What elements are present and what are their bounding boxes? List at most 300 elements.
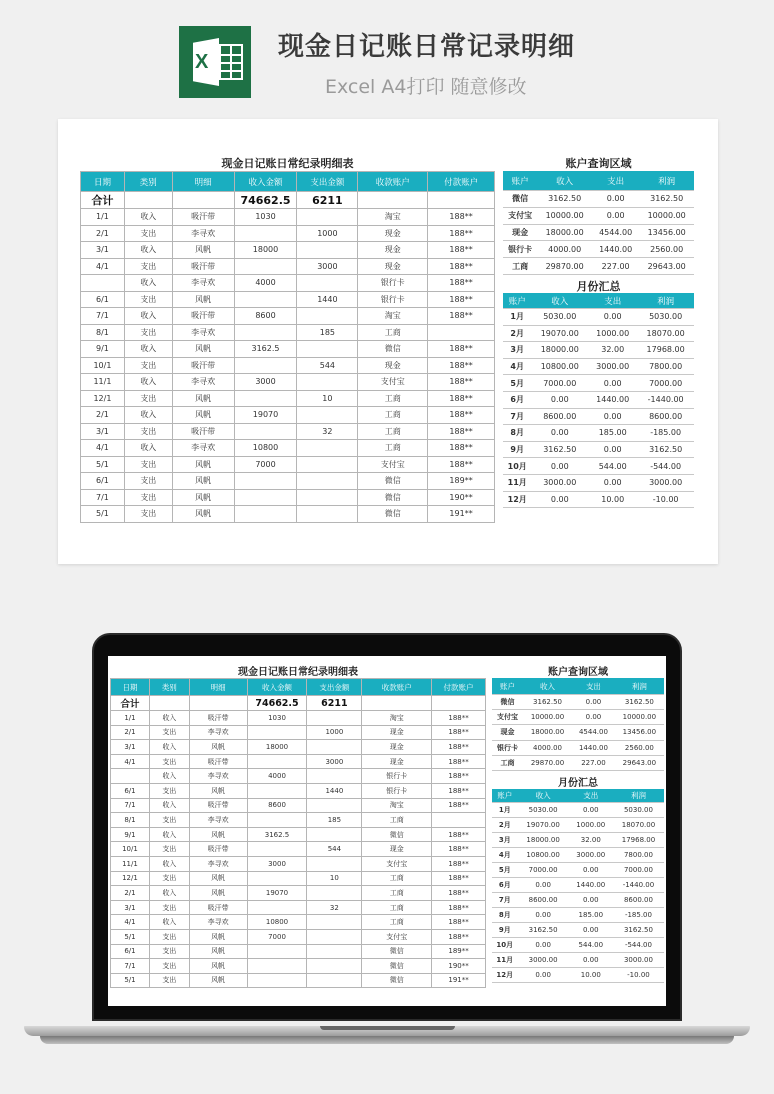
table-cell[interactable]: 淘宝 (358, 308, 428, 325)
table-cell[interactable]: 现金 (362, 740, 432, 755)
table-cell[interactable] (247, 959, 307, 974)
table-cell[interactable]: 收入 (124, 341, 172, 358)
table-cell[interactable]: 3/1 (81, 242, 125, 259)
table-cell[interactable]: 18000 (247, 740, 307, 755)
table-row (81, 242, 495, 259)
table-cell[interactable]: 风帆 (189, 959, 247, 974)
table-cell[interactable]: 吸汗带 (172, 308, 234, 325)
table-cell[interactable]: 3/1 (111, 740, 150, 755)
table-cell[interactable] (234, 258, 297, 275)
table-cell[interactable]: 188** (432, 827, 486, 842)
table-cell[interactable]: 2/1 (81, 407, 125, 424)
table-cell[interactable]: 188** (428, 456, 495, 473)
monthly-table (503, 293, 694, 508)
table-cell[interactable]: 李寻欢 (189, 915, 247, 930)
table-cell[interactable] (81, 275, 125, 292)
table-cell[interactable]: 吸汗带 (189, 711, 247, 726)
table-cell[interactable]: 现金 (362, 842, 432, 857)
table-cell[interactable] (307, 769, 362, 784)
table-cell[interactable] (234, 423, 297, 440)
table-cell[interactable] (297, 407, 358, 424)
table-row (111, 798, 486, 813)
table-cell[interactable]: 188** (428, 308, 495, 325)
table-cell[interactable] (234, 489, 297, 506)
table-cell[interactable]: 风帆 (189, 886, 247, 901)
table-cell[interactable]: 李寻欢 (172, 324, 234, 341)
table-cell[interactable]: 10/1 (111, 842, 150, 857)
table-cell[interactable]: 支付宝 (358, 374, 428, 391)
table-cell[interactable]: 188** (432, 783, 486, 798)
table-cell[interactable]: 银行卡 (358, 275, 428, 292)
table-cell[interactable]: 支出 (149, 959, 189, 974)
table-cell[interactable]: 现金 (358, 357, 428, 374)
table-cell[interactable]: 2/1 (111, 886, 150, 901)
table-cell[interactable]: 7000 (234, 456, 297, 473)
table-cell[interactable] (297, 440, 358, 457)
table-cell[interactable] (297, 456, 358, 473)
table-cell[interactable]: 吸汗带 (172, 258, 234, 275)
table-cell[interactable]: 185 (297, 324, 358, 341)
table-cell: 3162.50 (615, 695, 664, 710)
table-cell[interactable]: 工商 (358, 407, 428, 424)
table-row (81, 209, 495, 226)
table-cell[interactable]: 支出 (124, 258, 172, 275)
table-cell[interactable]: 188** (432, 754, 486, 769)
table-cell[interactable]: 收入 (149, 886, 189, 901)
table-cell[interactable]: 支出 (124, 291, 172, 308)
table-cell[interactable]: 188** (428, 209, 495, 226)
table-cell[interactable] (297, 489, 358, 506)
table-cell[interactable]: 188** (432, 856, 486, 871)
table-cell[interactable] (307, 973, 362, 988)
table-cell[interactable]: 收入 (124, 440, 172, 457)
table-cell[interactable]: 1030 (247, 711, 307, 726)
table-cell[interactable]: 188** (428, 258, 495, 275)
table-cell[interactable]: 188** (428, 225, 495, 242)
table-cell[interactable]: 3000 (307, 754, 362, 769)
table-cell[interactable]: 32 (307, 900, 362, 915)
table-cell[interactable]: 风帆 (172, 242, 234, 259)
table-cell[interactable]: 支出 (124, 506, 172, 523)
table-cell[interactable] (234, 473, 297, 490)
table-cell[interactable]: 188** (428, 242, 495, 259)
table-cell[interactable] (234, 390, 297, 407)
table-cell[interactable] (432, 813, 486, 828)
table-cell[interactable]: 4/1 (111, 754, 150, 769)
table-cell[interactable]: 李寻欢 (172, 275, 234, 292)
table-cell[interactable]: 1440 (297, 291, 358, 308)
table-cell[interactable]: 收入 (124, 407, 172, 424)
table-cell[interactable] (307, 886, 362, 901)
table-cell[interactable]: 支出 (149, 871, 189, 886)
table-cell[interactable]: 收入 (149, 711, 189, 726)
table-cell[interactable]: 支付宝 (362, 929, 432, 944)
table-cell[interactable]: 收入 (149, 915, 189, 930)
table-cell[interactable]: 微信 (362, 944, 432, 959)
table-cell[interactable] (247, 725, 307, 740)
table-cell[interactable]: 支出 (124, 473, 172, 490)
table-cell[interactable]: 188** (432, 798, 486, 813)
table-cell[interactable]: 188** (428, 423, 495, 440)
column-header: 收入金额 (234, 172, 297, 192)
table-cell[interactable]: 5/1 (81, 456, 125, 473)
table-cell[interactable] (234, 225, 297, 242)
table-cell[interactable]: 支出 (149, 842, 189, 857)
table-cell[interactable]: 7000 (247, 929, 307, 944)
table-cell[interactable]: 12/1 (111, 871, 150, 886)
table-cell[interactable]: 1030 (234, 209, 297, 226)
table-cell[interactable]: 10800 (234, 440, 297, 457)
table-cell[interactable]: 188** (428, 357, 495, 374)
table-cell[interactable] (297, 209, 358, 226)
table-cell[interactable]: 188** (428, 291, 495, 308)
table-cell: 3月 (503, 342, 531, 359)
table-cell[interactable] (307, 798, 362, 813)
table-cell[interactable]: 8/1 (111, 813, 150, 828)
table-cell[interactable]: 银行卡 (362, 783, 432, 798)
table-cell[interactable] (307, 740, 362, 755)
table-cell[interactable]: 6/1 (111, 944, 150, 959)
table-cell: 0.00 (569, 893, 613, 908)
table-cell[interactable]: 风帆 (189, 929, 247, 944)
table-cell[interactable]: 风帆 (189, 827, 247, 842)
table-cell[interactable] (297, 275, 358, 292)
table-cell[interactable]: 188** (432, 711, 486, 726)
table-cell[interactable] (247, 900, 307, 915)
table-cell[interactable] (111, 769, 150, 784)
table-cell[interactable]: 190** (432, 959, 486, 974)
table-cell[interactable]: 1440 (307, 783, 362, 798)
table-cell[interactable] (307, 827, 362, 842)
table-cell[interactable]: 工商 (358, 324, 428, 341)
table-cell[interactable]: 工商 (362, 886, 432, 901)
table-cell[interactable]: 支出 (124, 456, 172, 473)
table-cell[interactable] (297, 374, 358, 391)
table-cell[interactable] (247, 871, 307, 886)
table-cell[interactable]: 188** (432, 740, 486, 755)
table-cell[interactable]: 风帆 (172, 390, 234, 407)
table-cell[interactable]: 191** (428, 506, 495, 523)
table-cell: 19070.00 (518, 818, 569, 833)
table-cell[interactable]: 李寻欢 (189, 813, 247, 828)
table-cell: 10.00 (569, 968, 613, 983)
table-cell[interactable]: 李寻欢 (189, 725, 247, 740)
table-cell[interactable] (247, 813, 307, 828)
table-cell[interactable]: 风帆 (189, 944, 247, 959)
table-cell[interactable]: 吸汗带 (172, 357, 234, 374)
table-cell[interactable]: 188** (428, 440, 495, 457)
table-cell[interactable]: 1000 (307, 725, 362, 740)
table-row (111, 754, 486, 769)
table-cell[interactable]: 支出 (149, 944, 189, 959)
table-cell: 17968.00 (637, 342, 694, 359)
table-cell[interactable]: 1000 (297, 225, 358, 242)
table-cell[interactable]: 2/1 (111, 725, 150, 740)
table-cell[interactable]: 189** (432, 944, 486, 959)
table-cell[interactable]: 3/1 (81, 423, 125, 440)
table-cell[interactable]: 现金 (358, 225, 428, 242)
table-cell[interactable]: 32 (297, 423, 358, 440)
table-cell[interactable]: 3000 (297, 258, 358, 275)
table-cell[interactable] (247, 754, 307, 769)
table-cell[interactable]: 现金 (358, 258, 428, 275)
table-cell[interactable] (307, 711, 362, 726)
table-cell[interactable]: 工商 (362, 900, 432, 915)
table-cell[interactable]: 189** (428, 473, 495, 490)
table-cell[interactable]: 吸汗带 (189, 754, 247, 769)
column-header: 支出 (569, 789, 613, 803)
table-cell[interactable]: 185 (307, 813, 362, 828)
table-cell[interactable]: 19070 (234, 407, 297, 424)
table-cell[interactable]: 风帆 (189, 871, 247, 886)
table-cell[interactable]: 吸汗带 (189, 842, 247, 857)
table-cell[interactable]: 188** (432, 915, 486, 930)
table-cell[interactable]: 19070 (247, 886, 307, 901)
table-cell[interactable]: 支出 (124, 225, 172, 242)
table-cell: 0.00 (588, 408, 637, 425)
table-cell[interactable]: 1/1 (81, 209, 125, 226)
table-cell[interactable]: 风帆 (189, 973, 247, 988)
table-cell[interactable]: 微信 (358, 489, 428, 506)
table-cell[interactable]: 李寻欢 (172, 374, 234, 391)
table-cell[interactable]: 188** (428, 341, 495, 358)
table-cell[interactable]: 188** (428, 275, 495, 292)
table-cell: -544.00 (637, 458, 694, 475)
table-cell[interactable]: 8600 (247, 798, 307, 813)
column-header: 支出 (572, 678, 615, 695)
table-cell[interactable]: 李寻欢 (189, 769, 247, 784)
table-cell[interactable]: 支出 (124, 357, 172, 374)
table-cell[interactable]: 吸汗带 (172, 209, 234, 226)
table-cell[interactable]: 6/1 (81, 291, 125, 308)
table-cell[interactable]: 11/1 (81, 374, 125, 391)
month-row (503, 391, 694, 408)
table-cell[interactable] (297, 242, 358, 259)
table-cell[interactable]: 李寻欢 (172, 225, 234, 242)
table-cell[interactable]: 吸汗带 (172, 423, 234, 440)
table-cell[interactable]: 11/1 (111, 856, 150, 871)
table-cell[interactable] (307, 915, 362, 930)
table-cell[interactable]: 微信 (358, 473, 428, 490)
table-cell[interactable]: 吸汗带 (189, 900, 247, 915)
table-cell[interactable]: 7/1 (81, 489, 125, 506)
table-cell[interactable]: 191** (432, 973, 486, 988)
table-cell[interactable]: 7/1 (111, 798, 150, 813)
table-cell[interactable]: 收入 (149, 740, 189, 755)
table-cell[interactable]: 5/1 (111, 929, 150, 944)
table-row (111, 929, 486, 944)
table-cell[interactable] (247, 944, 307, 959)
table-cell[interactable]: 现金 (358, 242, 428, 259)
table-cell[interactable]: 现金 (362, 754, 432, 769)
table-cell[interactable]: 李寻欢 (172, 440, 234, 457)
table-cell[interactable]: 10800 (247, 915, 307, 930)
table-cell[interactable] (247, 973, 307, 988)
column-header: 付款账户 (432, 679, 486, 696)
table-cell[interactable]: 7/1 (81, 308, 125, 325)
table-cell[interactable]: 188** (432, 886, 486, 901)
table-cell[interactable]: 6/1 (81, 473, 125, 490)
table-cell[interactable] (234, 506, 297, 523)
table-cell[interactable] (297, 341, 358, 358)
table-cell[interactable]: 12/1 (81, 390, 125, 407)
table-cell[interactable]: 收入 (124, 242, 172, 259)
table-cell[interactable]: 风帆 (172, 473, 234, 490)
table-cell[interactable]: 3/1 (111, 900, 150, 915)
table-cell[interactable] (307, 944, 362, 959)
table-cell[interactable]: 5/1 (111, 973, 150, 988)
table-cell: 13456.00 (639, 224, 694, 241)
table-cell[interactable] (297, 473, 358, 490)
table-cell[interactable]: 18000 (234, 242, 297, 259)
table-cell[interactable]: 李寻欢 (189, 856, 247, 871)
table-cell[interactable]: 微信 (362, 973, 432, 988)
table-cell[interactable]: 8/1 (81, 324, 125, 341)
table-cell[interactable]: 风帆 (172, 407, 234, 424)
table-cell[interactable]: 收入 (124, 374, 172, 391)
table-cell[interactable]: 淘宝 (358, 209, 428, 226)
table-cell[interactable]: 10 (297, 390, 358, 407)
table-cell[interactable]: 工商 (362, 813, 432, 828)
table-cell[interactable]: 2/1 (81, 225, 125, 242)
table-cell[interactable]: 收入 (149, 856, 189, 871)
table-cell[interactable]: 544 (307, 842, 362, 857)
table-cell[interactable]: 支出 (149, 754, 189, 769)
table-cell[interactable]: 工商 (358, 390, 428, 407)
table-cell[interactable]: 风帆 (172, 291, 234, 308)
table-cell: 4544.00 (592, 224, 639, 241)
table-cell[interactable]: 4/1 (111, 915, 150, 930)
table-cell[interactable]: 3000 (234, 374, 297, 391)
table-cell: 0.00 (518, 968, 569, 983)
table-cell: 7800.00 (637, 358, 694, 375)
table-cell[interactable]: 5/1 (81, 506, 125, 523)
table-cell[interactable] (307, 959, 362, 974)
table-cell[interactable]: 工商 (362, 871, 432, 886)
table-cell[interactable]: 188** (432, 871, 486, 886)
table-cell[interactable]: 微信 (358, 341, 428, 358)
table-cell[interactable]: 微信 (362, 827, 432, 842)
table-cell[interactable]: 微信 (358, 506, 428, 523)
table-cell: 9月 (492, 923, 518, 938)
table-cell[interactable]: 188** (432, 725, 486, 740)
table-cell[interactable] (234, 324, 297, 341)
table-cell[interactable]: 1/1 (111, 711, 150, 726)
table-cell[interactable]: 支出 (149, 900, 189, 915)
table-cell[interactable]: 支出 (149, 783, 189, 798)
table-cell[interactable]: 4/1 (81, 440, 125, 457)
table-cell[interactable]: 吸汗带 (189, 798, 247, 813)
table-cell[interactable] (297, 308, 358, 325)
table-cell: 5030.00 (613, 803, 664, 818)
table-cell[interactable]: 风帆 (172, 341, 234, 358)
table-cell[interactable]: 微信 (362, 959, 432, 974)
table-cell: 8600.00 (637, 408, 694, 425)
table-cell[interactable]: 6/1 (111, 783, 150, 798)
table-cell[interactable]: 收入 (124, 308, 172, 325)
table-cell[interactable]: 收入 (149, 798, 189, 813)
table-cell[interactable] (234, 357, 297, 374)
table-cell[interactable] (428, 324, 495, 341)
table-cell[interactable]: 银行卡 (358, 291, 428, 308)
table-cell[interactable]: 现金 (362, 725, 432, 740)
table-cell[interactable]: 188** (432, 769, 486, 784)
table-cell[interactable]: 收入 (149, 769, 189, 784)
table-cell[interactable] (234, 291, 297, 308)
table-cell[interactable]: 9/1 (111, 827, 150, 842)
table-cell[interactable]: 10 (307, 871, 362, 886)
table-cell[interactable]: 188** (432, 900, 486, 915)
table-cell[interactable]: 188** (428, 374, 495, 391)
table-cell[interactable]: 3162.5 (234, 341, 297, 358)
table-cell[interactable]: 支出 (149, 929, 189, 944)
table-cell[interactable]: 工商 (362, 915, 432, 930)
table-cell[interactable]: 支出 (124, 324, 172, 341)
table-cell[interactable] (297, 506, 358, 523)
table-cell[interactable]: 支出 (124, 390, 172, 407)
table-cell[interactable]: 支付宝 (358, 456, 428, 473)
table-cell[interactable]: 188** (432, 929, 486, 944)
table-cell[interactable]: 工商 (358, 423, 428, 440)
table-cell[interactable]: 544 (297, 357, 358, 374)
table-cell[interactable]: 支出 (149, 725, 189, 740)
table-cell[interactable]: 9/1 (81, 341, 125, 358)
table-cell: 0.00 (569, 953, 613, 968)
table-cell[interactable]: 收入 (124, 275, 172, 292)
table-cell[interactable]: 190** (428, 489, 495, 506)
table-cell[interactable]: 淘宝 (362, 711, 432, 726)
table-cell[interactable]: 7/1 (111, 959, 150, 974)
table-cell[interactable] (247, 783, 307, 798)
table-cell[interactable] (307, 929, 362, 944)
table-cell[interactable]: 支出 (124, 489, 172, 506)
table-row (81, 291, 495, 308)
table-cell[interactable]: 工商 (358, 440, 428, 457)
table-cell[interactable]: 4000 (234, 275, 297, 292)
table-cell: 3000.00 (613, 953, 664, 968)
table-cell[interactable]: 8600 (234, 308, 297, 325)
table-cell[interactable]: 3000 (247, 856, 307, 871)
table-cell[interactable]: 收入 (124, 209, 172, 226)
table-cell: 3000.00 (637, 474, 694, 491)
table-cell[interactable]: 风帆 (172, 456, 234, 473)
accounts-header-row (492, 678, 664, 695)
ledger-title: 现金日记账日常纪录明细表 (221, 157, 354, 170)
table-cell: 7800.00 (613, 848, 664, 863)
table-cell[interactable]: 风帆 (172, 489, 234, 506)
table-cell[interactable]: 10/1 (81, 357, 125, 374)
table-cell[interactable]: 支出 (124, 423, 172, 440)
table-cell[interactable]: 淘宝 (362, 798, 432, 813)
table-cell[interactable]: 收入 (149, 827, 189, 842)
table-cell[interactable]: 支付宝 (362, 856, 432, 871)
table-cell[interactable]: 银行卡 (362, 769, 432, 784)
table-cell[interactable]: 4/1 (81, 258, 125, 275)
table-cell[interactable]: 188** (428, 407, 495, 424)
table-cell[interactable]: 风帆 (189, 740, 247, 755)
table-cell[interactable] (247, 842, 307, 857)
table-cell[interactable]: 4000 (247, 769, 307, 784)
table-cell[interactable]: 3162.5 (247, 827, 307, 842)
table-cell[interactable]: 风帆 (172, 506, 234, 523)
table-cell[interactable]: 支出 (149, 973, 189, 988)
table-cell[interactable]: 支出 (149, 813, 189, 828)
table-cell[interactable]: 188** (432, 842, 486, 857)
table-cell[interactable]: 风帆 (189, 783, 247, 798)
table-cell[interactable]: 188** (428, 390, 495, 407)
table-cell[interactable] (307, 856, 362, 871)
table-cell: 10.00 (588, 491, 637, 508)
